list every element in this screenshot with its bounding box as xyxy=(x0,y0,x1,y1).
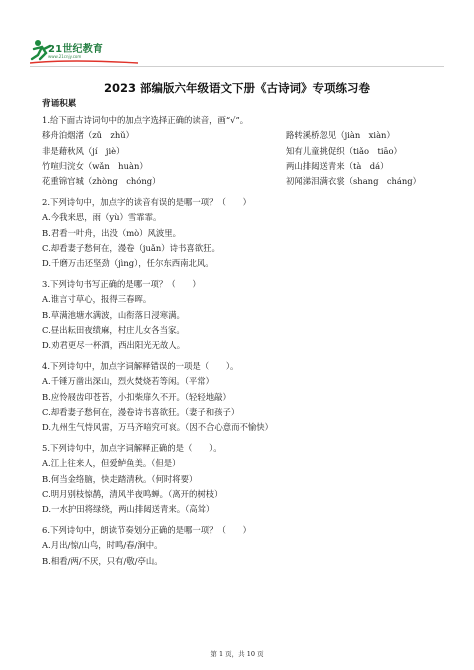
q2-option-c: C.却看妻子愁何在，漫卷（juǎn）诗书喜欲狂。 xyxy=(42,242,220,253)
question-3-stem: 3.下列诗句书写正确的是哪一项？（ ） xyxy=(42,279,201,290)
header-divider xyxy=(30,66,444,67)
q4-option-b: B.应怜屐齿印苍苔，小扣柴扉久不开。（轻轻地敲） xyxy=(42,391,231,402)
q5-option-a: A.江上往来人，但爱鲈鱼美。（但是） xyxy=(42,458,181,469)
q5-option-c: C.明月别枝惊鹊，清风半夜鸣蝉。（离开的树枝） xyxy=(42,488,223,499)
q1-item: 初闻涕泪满衣裳（shang cháng） xyxy=(286,176,422,187)
q4-option-d: D.九州生气恃风雷，万马齐喑究可哀。（因不合心意而不愉快） xyxy=(42,422,274,433)
q3-option-b: B.草满池塘水满波，山衔落日浸寒满。 xyxy=(42,309,185,320)
q2-option-b: B.君看一叶舟，出没（mò）风波里。 xyxy=(42,227,182,238)
page-title: 2023 部编版六年级语文下册《古诗词》专项练习卷 xyxy=(103,81,370,95)
q5-option-d: D.一水护田将绿绕，两山排闼送青来。（高耸） xyxy=(42,504,215,515)
q3-option-d: D.劝君更尽一杯酒，西出阳光无故人。 xyxy=(42,340,186,351)
question-5-stem: 5.下列诗句中，加点字词解释正确的是（ ）。 xyxy=(42,443,222,454)
q5-option-b: B.何当金络脑，快走踏清秋。（何时将要） xyxy=(42,473,198,484)
q1-item: 两山排闼送青来（tà dá） xyxy=(286,160,389,171)
q3-option-c: C.昼出耘田夜绩麻，村庄儿女各当家。 xyxy=(42,324,185,335)
q6-option-a: A.月出/惊/山鸟，时鸣/春/涧中。 xyxy=(42,540,163,551)
q1-item: 竹喧归浣女（wǎn huàn） xyxy=(42,160,148,171)
question-4-stem: 4.下列诗句中，加点字词解释错误的一项是（ ）。 xyxy=(42,361,239,372)
q1-item: 移舟泊烟渚（zǔ zhǔ） xyxy=(42,130,135,141)
q1-item: 花重锦官城（zhòng chóng） xyxy=(42,176,161,187)
question-1-grid xyxy=(42,128,444,189)
q1-item: 路转溪桥忽见（jiàn xiàn） xyxy=(286,130,395,141)
question-2-stem: 2.下列诗句中，加点字的读音有误的是哪一项？（ ） xyxy=(42,197,251,208)
q4-option-c: C.却看妻子愁何在，漫卷诗书喜欲狂。（妻子和孩子） xyxy=(42,406,240,417)
section-heading: 背诵积累 xyxy=(42,99,77,109)
q1-item: 非是藉秋风（jí jiè） xyxy=(42,145,125,156)
q1-item: 知有儿童挑促织（tiǎo tiāo） xyxy=(286,145,402,156)
q6-option-b: B.相看/两/不厌，只有/敬/亭山。 xyxy=(42,555,163,566)
worksheet-content xyxy=(42,97,444,569)
q2-option-d: D.千磨万击还坚劲（jìng），任尔东西南北风。 xyxy=(42,258,214,269)
q3-option-a: A.谁言寸草心，报得三春晖。 xyxy=(42,294,152,305)
q4-option-a: A.千锤万凿出深山，烈火焚烧若等闲。（平常） xyxy=(42,376,215,387)
question-6-stem: 6.下列诗句中，朗读节奏划分正确的是哪一项？（ ） xyxy=(42,525,251,536)
page-footer: 第 1 页，共 10 页 xyxy=(210,650,264,658)
logo-site: www.21cnjy.com xyxy=(48,54,82,59)
question-1-stem: 1.给下面古诗词句中的加点字选择正确的读音，画“√”。 xyxy=(42,115,249,126)
q2-option-a: A.今我来思，雨（yù）雪霏霏。 xyxy=(42,212,162,223)
logo-brand: 21世纪教育 xyxy=(48,44,104,55)
